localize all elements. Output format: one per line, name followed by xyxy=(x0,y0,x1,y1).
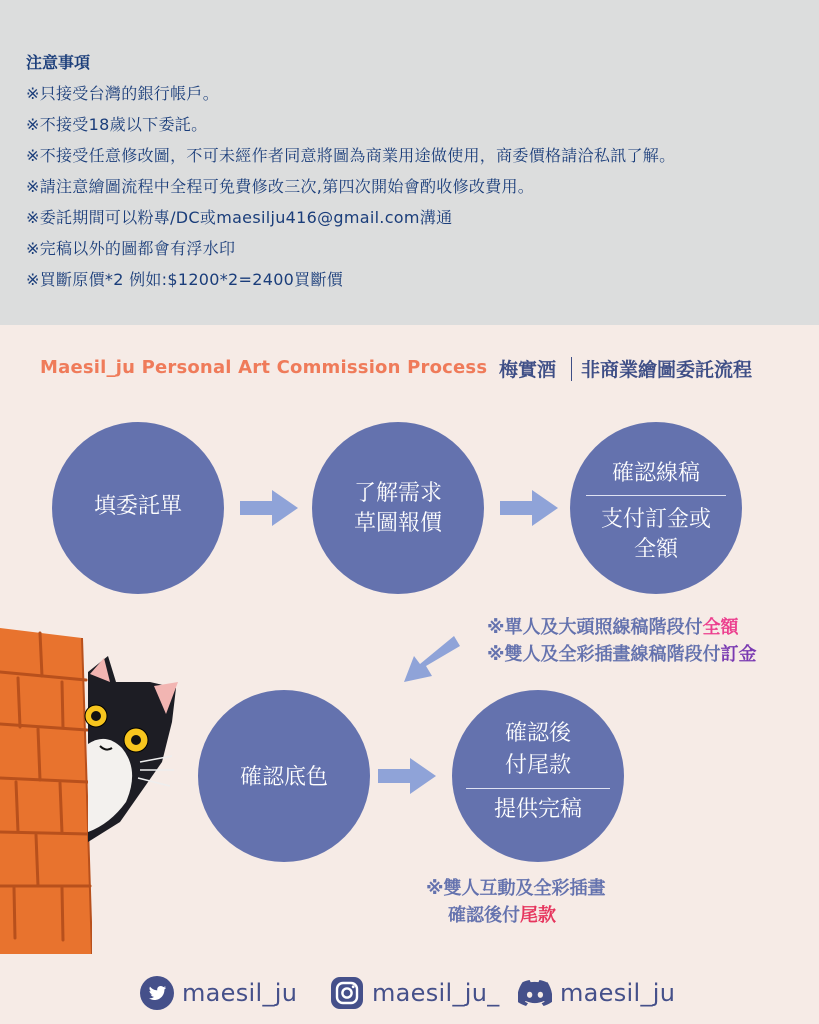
step-label: 付尾款 xyxy=(504,753,571,778)
notes-title: 注意事項 xyxy=(26,53,91,72)
step-divider xyxy=(586,495,726,496)
step-label: 全額 xyxy=(633,537,678,562)
note-line-single xyxy=(487,614,757,641)
note-line-double xyxy=(487,641,757,668)
highlight-deposit: 訂金 xyxy=(720,644,757,665)
process-title-zh: 非商業繪圖委託流程 xyxy=(581,359,753,381)
step-divider xyxy=(466,788,610,789)
note-line: ※雙人互動及全彩插畫 xyxy=(426,878,606,899)
note-text: 確認後付 xyxy=(448,905,520,926)
step-requirements-quote xyxy=(312,422,484,594)
step-label: 草圖報價 xyxy=(353,511,442,536)
final-payment-note xyxy=(426,875,606,929)
step-label: 填委託單 xyxy=(93,494,182,519)
note-text: ※雙人及全彩插畫線稿階段付 xyxy=(487,644,721,665)
step-fill-form xyxy=(52,422,224,594)
arrow-right-icon xyxy=(500,490,558,526)
process-title-en: Maesil_ju Personal Art Commission Process xyxy=(40,357,488,378)
header-divider xyxy=(571,357,572,381)
discord-link[interactable] xyxy=(518,975,675,1011)
highlight-final-payment: 尾款 xyxy=(520,905,556,926)
instagram-handle: maesil_ju_ xyxy=(372,979,500,1007)
step-confirm-base-color xyxy=(198,690,370,862)
step-confirm-lineart xyxy=(570,422,742,594)
arrow-down-left-icon xyxy=(404,636,460,684)
twitter-handle: maesil_ju xyxy=(182,979,298,1007)
note-text: ※單人及大頭照線稿階段付 xyxy=(487,617,703,638)
instagram-icon xyxy=(330,976,364,1010)
note-item: ※完稿以外的圖都會有浮水印 xyxy=(26,239,236,258)
lineart-payment-note xyxy=(487,614,757,668)
notes-panel xyxy=(0,0,819,325)
twitter-bird-icon xyxy=(140,976,174,1010)
arrow-right-icon xyxy=(378,758,436,794)
artist-name-zh: 梅實酒 xyxy=(499,359,557,381)
peeking-cat-illustration xyxy=(80,652,190,852)
step-label: 了解需求 xyxy=(353,481,442,506)
instagram-link[interactable] xyxy=(330,975,500,1011)
note-item: ※委託期間可以粉專/DC或maesilju416@gmail.com溝通 xyxy=(26,208,453,227)
note-line xyxy=(426,902,606,929)
notes-list xyxy=(26,78,675,295)
discord-icon xyxy=(518,976,552,1010)
note-item: ※請注意繪圖流程中全程可免費修改三次,第四次開始會酌收修改費用。 xyxy=(26,177,535,196)
discord-handle: maesil_ju xyxy=(560,979,676,1007)
arrow-right-icon xyxy=(240,490,298,526)
step-label: 確認線稿 xyxy=(611,461,700,486)
step-label: 支付訂金或 xyxy=(600,507,711,532)
note-item: ※不接受18歲以下委託。 xyxy=(26,115,208,134)
note-item: ※只接受台灣的銀行帳戶。 xyxy=(26,84,220,103)
step-label: 確認後 xyxy=(504,721,571,746)
brick-wall-illustration xyxy=(0,628,92,954)
step-label: 確認底色 xyxy=(239,765,328,790)
note-item: ※買斷原價*2 例如:$1200*2=2400買斷價 xyxy=(26,270,344,289)
highlight-full-payment: 全額 xyxy=(702,617,739,638)
note-item: ※不接受任意修改圖，不可未經作者同意將圖為商業用途做使用，商委價格請洽私訊了解。 xyxy=(26,146,676,165)
step-label: 提供完稿 xyxy=(493,797,582,822)
step-final-payment xyxy=(452,690,624,862)
twitter-link[interactable] xyxy=(140,975,297,1011)
